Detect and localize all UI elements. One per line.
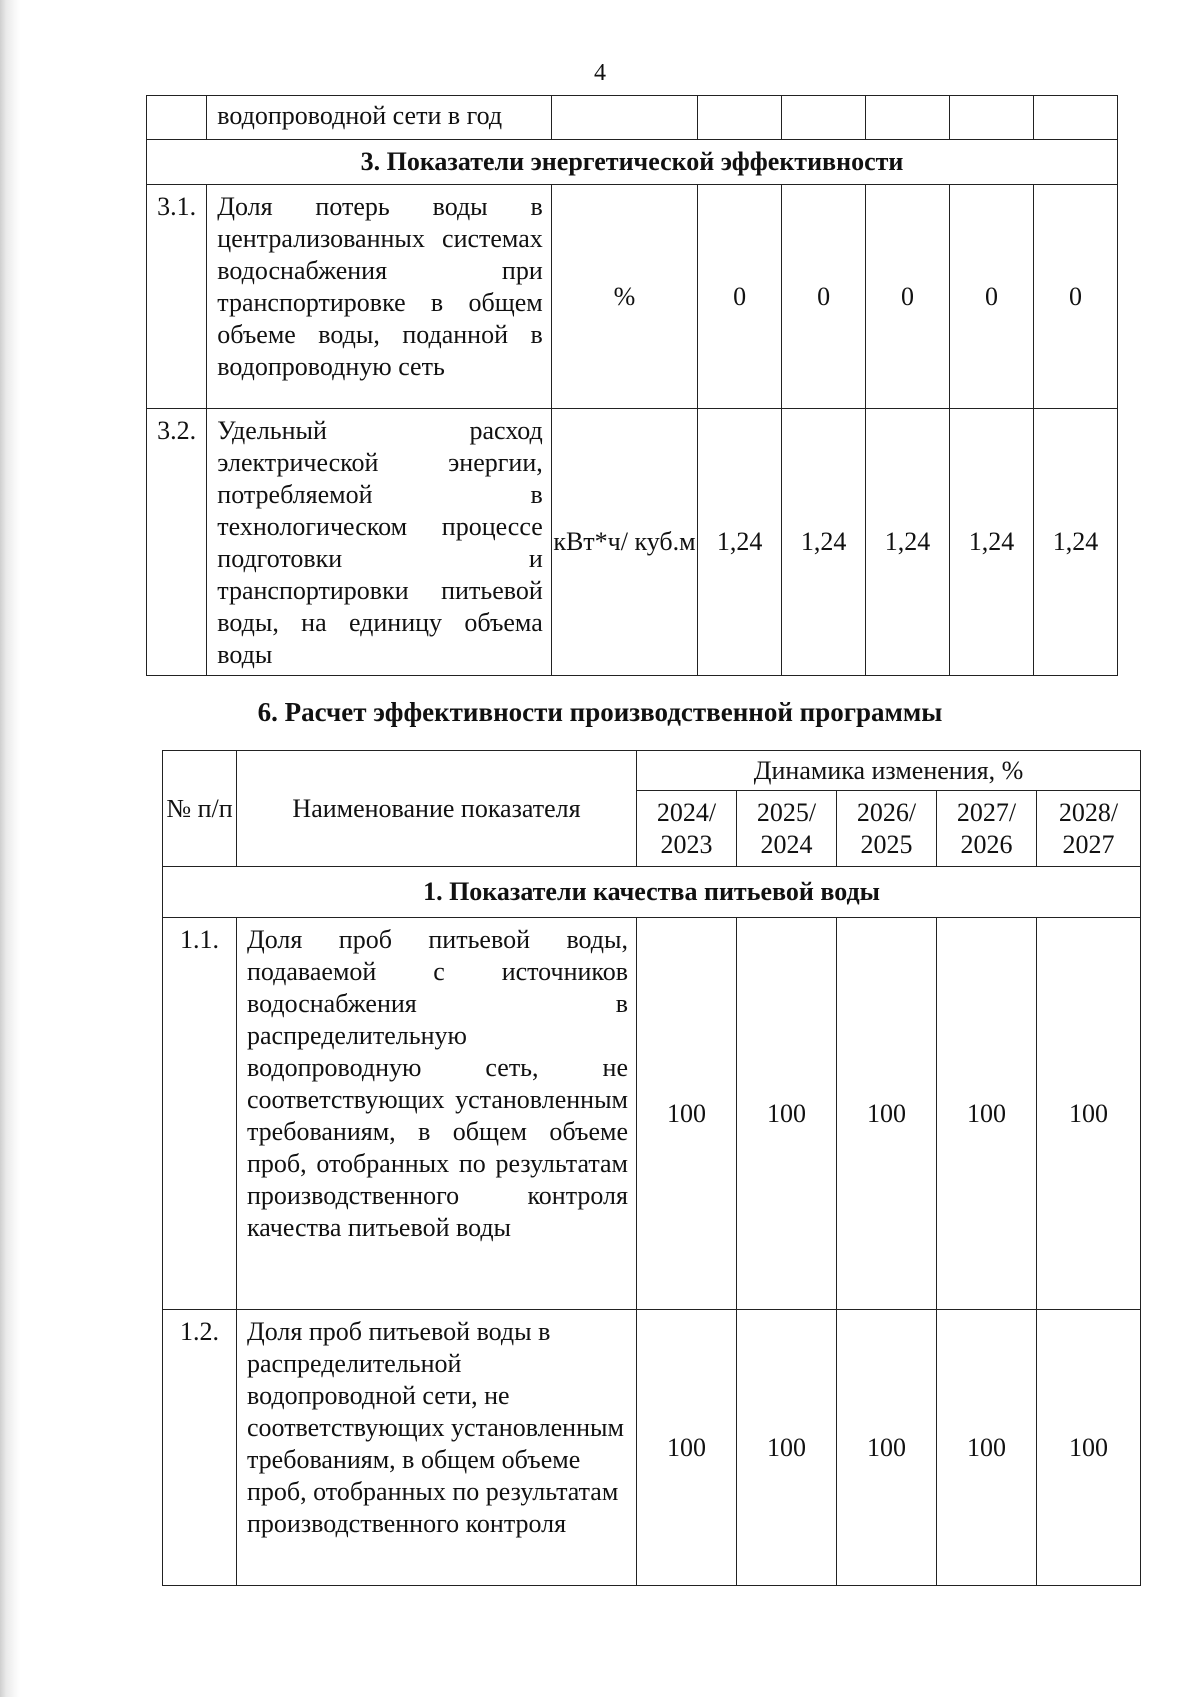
page-number: 4	[594, 60, 606, 86]
value-cell	[866, 96, 950, 140]
table-row	[147, 185, 1118, 409]
section-title: 1. Показатели качества питьевой воды	[163, 867, 1141, 918]
value-cell	[950, 96, 1034, 140]
table-row	[163, 918, 1141, 1310]
value-cell: 100	[937, 1310, 1037, 1586]
value-cell: 100	[937, 918, 1037, 1310]
row-number	[147, 96, 207, 140]
unit-cell: %	[551, 185, 697, 409]
scan-edge	[0, 0, 20, 1697]
row-number: 1.2.	[163, 1310, 237, 1586]
value-cell	[1033, 96, 1117, 140]
section-6-title: 6. Расчет эффективности производственной программы	[257, 697, 943, 727]
value-cell: 0	[1033, 185, 1117, 409]
efficiency-calculation-table	[162, 750, 1141, 1586]
value-cell: 1,24	[866, 409, 950, 676]
value-cell: 0	[866, 185, 950, 409]
value-cell: 1,24	[1033, 409, 1117, 676]
unit-cell: кВт*ч/ куб.м	[551, 409, 697, 676]
value-cell: 0	[950, 185, 1034, 409]
indicator-name: водопроводной сети в год	[207, 96, 551, 140]
column-header-period: 2027/ 2026	[937, 791, 1037, 867]
table-row	[147, 96, 1118, 140]
column-header-dynamics: Динамика изменения, %	[637, 751, 1141, 791]
value-cell: 100	[737, 1310, 837, 1586]
section-title: 3. Показатели энергетической эффективности	[147, 140, 1118, 185]
table-row	[147, 409, 1118, 676]
value-cell: 100	[637, 1310, 737, 1586]
value-cell: 0	[698, 185, 782, 409]
indicator-name: Удельный расход электрической энергии, потребляемой в технологическом процессе подготовки и транспортировки питьевой воды, на единицу объема воды	[207, 409, 551, 676]
value-cell: 1,24	[698, 409, 782, 676]
indicator-name: Доля проб питьевой воды, подаваемой с источников водоснабжения в распределительную водопроводную сеть, не соответствующих установленным требованиям, в общем объеме проб, отобранных по результатам производственного контроля качества питьевой воды	[237, 918, 637, 1310]
indicator-name: Доля проб питьевой воды в распределительной водопроводной сети, не соответствующих установленным требованиям, в общем объеме проб, отобранных по результатам производственного контроля	[237, 1310, 637, 1586]
energy-efficiency-table	[146, 95, 1118, 676]
indicator-name: Доля потерь воды в централизованных системах водоснабжения при транспортировке в общем объеме воды, поданной в водопроводную сеть	[207, 185, 551, 409]
column-header-number: № п/п	[163, 751, 237, 867]
column-header-name: Наименование показателя	[237, 751, 637, 867]
value-cell: 0	[782, 185, 866, 409]
value-cell	[698, 96, 782, 140]
value-cell: 1,24	[950, 409, 1034, 676]
column-header-period: 2024/ 2023	[637, 791, 737, 867]
value-cell	[782, 96, 866, 140]
value-cell: 100	[1037, 918, 1141, 1310]
row-number: 1.1.	[163, 918, 237, 1310]
section-header-row	[147, 140, 1118, 185]
section-header-row	[163, 867, 1141, 918]
column-header-period: 2025/ 2024	[737, 791, 837, 867]
column-header-period: 2028/ 2027	[1037, 791, 1141, 867]
row-number: 3.1.	[147, 185, 207, 409]
value-cell: 100	[837, 1310, 937, 1586]
value-cell: 100	[837, 918, 937, 1310]
row-number: 3.2.	[147, 409, 207, 676]
value-cell: 100	[637, 918, 737, 1310]
header-row	[163, 751, 1141, 791]
column-header-period: 2026/ 2025	[837, 791, 937, 867]
unit-cell	[551, 96, 697, 140]
value-cell: 1,24	[782, 409, 866, 676]
value-cell: 100	[1037, 1310, 1141, 1586]
table-row	[163, 1310, 1141, 1586]
value-cell: 100	[737, 918, 837, 1310]
